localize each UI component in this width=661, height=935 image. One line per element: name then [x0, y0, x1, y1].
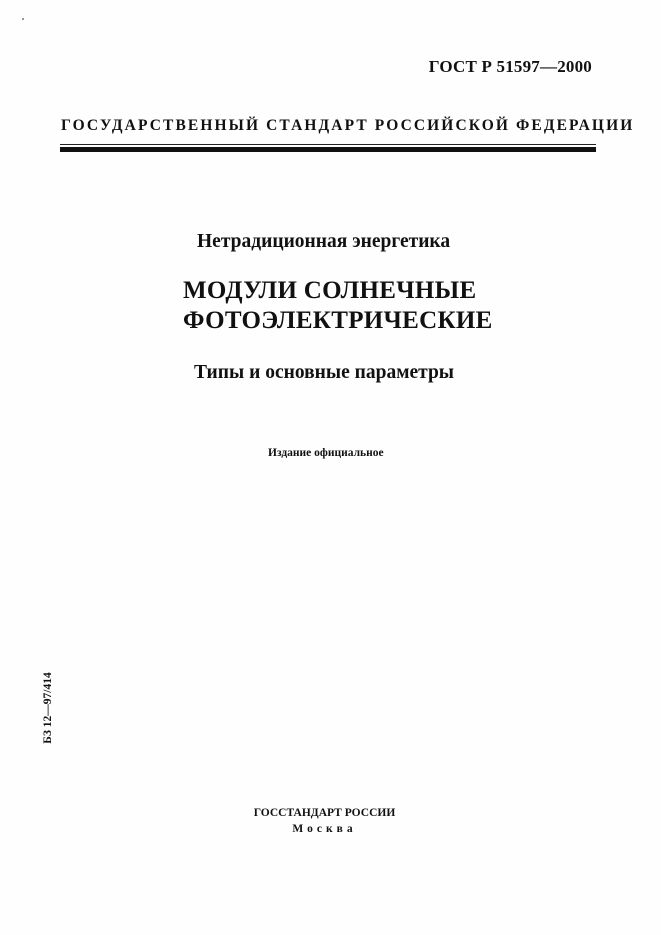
- subject-heading: Нетрадиционная энергетика: [197, 231, 451, 252]
- side-code: БЗ 12—97/414: [42, 672, 54, 744]
- subtitle: Типы и основные параметры: [194, 362, 455, 383]
- header-title: ГОСУДАРСТВЕННЫЙ СТАНДАРТ РОССИЙСКОЙ ФЕДЕРАЦИИ: [61, 117, 635, 134]
- publisher-name: ГОССТАНДАРТ РОССИИ: [253, 807, 396, 819]
- main-title-line-2: ФОТОЭЛЕКТРИЧЕСКИЕ: [183, 307, 493, 334]
- publisher-city: Москва: [292, 823, 357, 835]
- publisher-block: [0, 807, 661, 835]
- edition-label: Издание официальное: [268, 447, 384, 459]
- header-rule-thick: [60, 147, 596, 152]
- standard-number: ГОСТ Р 51597—2000: [428, 57, 592, 76]
- main-title-line-1: МОДУЛИ СОЛНЕЧНЫЕ: [183, 277, 477, 304]
- main-title: [183, 276, 493, 336]
- header-rule-thin: [60, 144, 596, 145]
- scan-speck: [22, 18, 24, 20]
